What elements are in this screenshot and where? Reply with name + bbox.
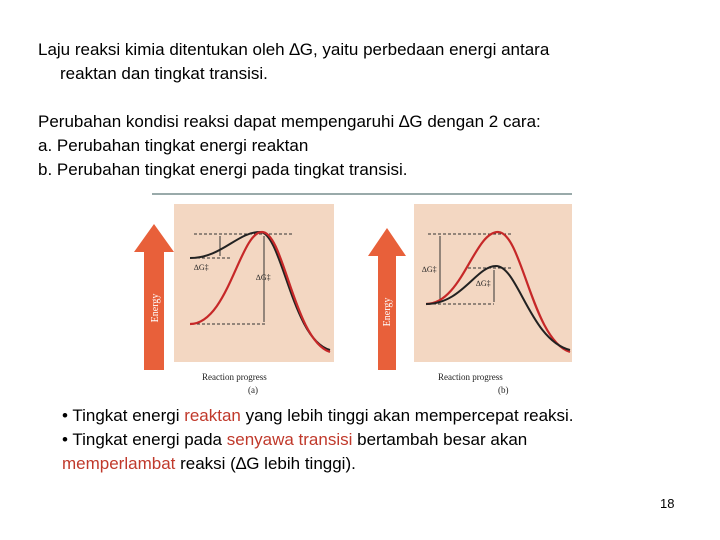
bullet-2-continued <box>62 452 702 476</box>
conditions-line: Perubahan kondisi reaksi dapat mempengaruhi ∆G dengan 2 cara: <box>38 112 541 131</box>
intro-line-1: Laju reaksi kimia ditentukan oleh ∆G, yaitu perbedaan energi antara <box>38 40 550 59</box>
panel-a-x-label: Reaction progress <box>202 372 267 382</box>
bullet-2-text: • Tingkat energi pada <box>62 430 227 449</box>
intro-line-2: reaktan dan tingkat transisi. <box>60 64 268 83</box>
bullet-list <box>62 404 702 476</box>
panel-a-label-inner: ∆G‡ <box>256 273 271 282</box>
bullet-3-highlight: memperlambat <box>62 454 176 473</box>
bullet-2-text-end: bertambah besar akan <box>352 430 528 449</box>
bullet-1-text: • Tingkat energi <box>62 406 185 425</box>
panel-b <box>368 204 572 395</box>
panel-a-y-label: Energy <box>150 293 161 323</box>
intro-paragraph <box>38 38 698 86</box>
panel-b-y-label: Energy <box>382 297 393 327</box>
page-number: 18 <box>660 496 675 511</box>
panel-a-plot-area <box>174 204 334 362</box>
energy-diagram-figure <box>132 190 572 400</box>
energy-diagram-svg <box>132 190 572 400</box>
bullet-3-text-end: reaksi (∆G lebih tinggi). <box>175 454 356 473</box>
bullet-1 <box>62 404 702 428</box>
item-b: b. Perubahan tingkat energi pada tingkat transisi. <box>38 160 408 179</box>
panel-b-plot-area <box>414 204 572 362</box>
bullet-1-text-end: yang lebih tinggi akan mempercepat reaksi. <box>240 406 574 425</box>
panel-a-label-outer: ∆G‡ <box>194 263 209 272</box>
panel-b-label-inner: ∆G‡ <box>476 279 491 288</box>
conditions-paragraph <box>38 110 698 182</box>
panel-b-x-label: Reaction progress <box>438 372 503 382</box>
item-a: a. Perubahan tingkat energi reaktan <box>38 136 309 155</box>
bullet-2-highlight: senyawa transisi <box>226 430 353 449</box>
bullet-2 <box>62 428 702 452</box>
panel-a-caption: (a) <box>248 385 258 395</box>
panel-b-caption: (b) <box>498 385 509 395</box>
panel-b-label-outer: ∆G‡ <box>422 265 437 274</box>
bullet-1-highlight: reaktan <box>184 406 241 425</box>
panel-a <box>134 204 334 395</box>
